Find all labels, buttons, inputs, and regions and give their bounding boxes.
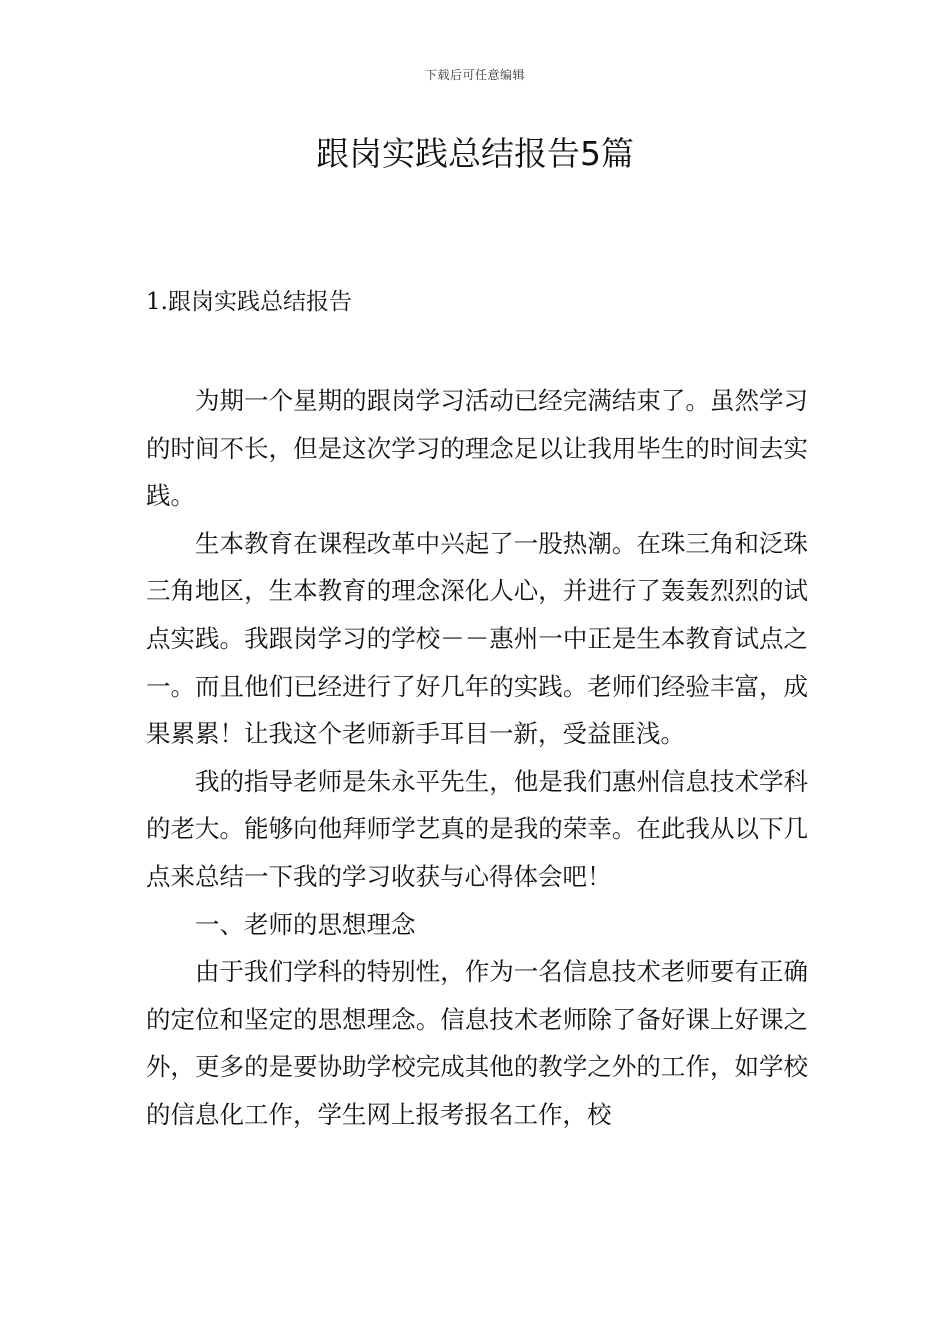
header-note: 下载后可任意编辑 [424, 68, 525, 82]
paragraph: 生本教育在课程改革中兴起了一股热潮。在珠三角和泛珠三角地区，生本教育的理念深化人心，并进行了轰轰烈烈的试点实践。我跟岗学习的学校－－惠州一中正是生本教育试点之一。而且他们已经进行了好几年的实践。老师们经验丰富，成果累累！让我这个老师新手耳目一新，受益匪浅。 [146, 528, 808, 749]
document-body [146, 377, 808, 1139]
subheading: 一、老师的思想理念 [195, 909, 416, 939]
section-heading: 1.跟岗实践总结报告 [146, 289, 352, 315]
document-title: 跟岗实践总结报告5篇 [316, 134, 634, 173]
paragraph: 我的指导老师是朱永平先生，他是我们惠州信息技术学科的老大。能够向他拜师学艺真的是我的荣幸。在此我从以下几点来总结一下我的学习收获与心得体会吧！ [146, 766, 808, 891]
paragraph: 为期一个星期的跟岗学习活动已经完满结束了。虽然学习的时间不长，但是这次学习的理念足以让我用毕生的时间去实践。 [146, 386, 808, 511]
paragraph: 由于我们学科的特别性，作为一名信息技术老师要有正确的定位和坚定的思想理念。信息技术老师除了备好课上好课之外，更多的是要协助学校完成其他的教学之外的工作，如学校的信息化工作，学生网上报考报名工作，校 [146, 957, 808, 1129]
